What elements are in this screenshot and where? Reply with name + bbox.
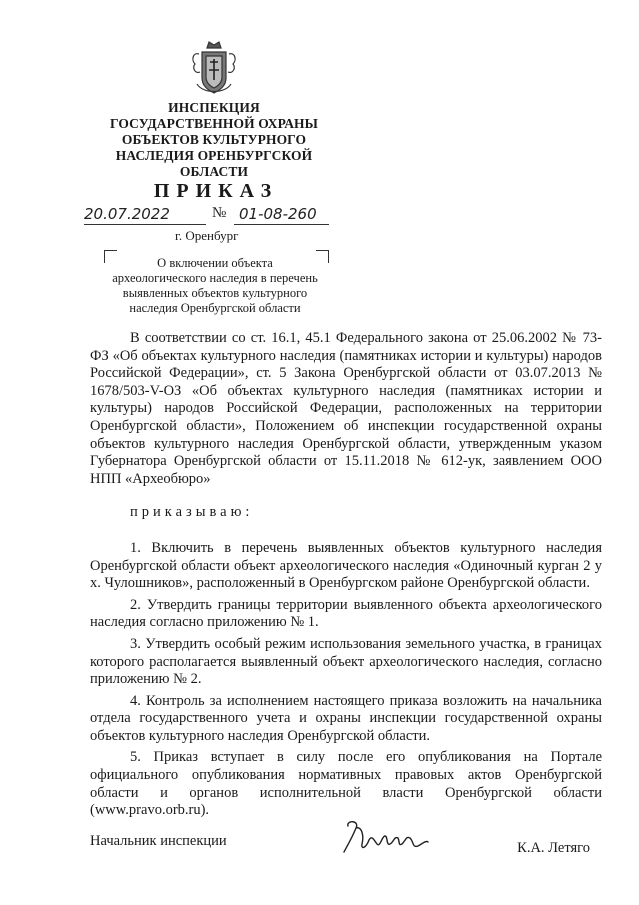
subject-line: археологического наследия в перечень [112, 271, 318, 285]
signatory-position: Начальник инспекции [90, 833, 227, 849]
order-item: 2. Утвердить границы территории выявленного объекта археологического наследия согласно приложению № 1. [90, 596, 602, 631]
order-date: 20.07.2022 [84, 205, 170, 223]
number-underline [234, 224, 329, 225]
city: г. Оренбург [175, 228, 239, 243]
document-title: ПРИКАЗ [153, 180, 279, 202]
org-line: ГОСУДАРСТВЕННОЙ ОХРАНЫ [109, 116, 319, 131]
org-line: ОБЪЕКТОВ КУЛЬТУРНОГО [121, 132, 307, 147]
document-body [90, 330, 602, 824]
organization-name [100, 100, 328, 180]
handwritten-signature [342, 818, 432, 858]
number-sign: № [212, 205, 227, 221]
org-line: ИНСПЕКЦИЯ [168, 100, 260, 115]
org-line: ОБЛАСТИ [179, 164, 249, 179]
order-item: 5. Приказ вступает в силу после его опубликования на Портале официального опубликования нормативных правовых актов Оренбургской области и органов исполнительной власти Оренбургской области (www.pravo.orb.ru). [90, 749, 602, 819]
order-date-number [84, 205, 344, 227]
preamble: В соответствии со ст. 16.1, 45.1 Федерального закона от 25.06.2002 № 73-ФЗ «Об объектах культурного наследия (памятниках истории и культуры) народов Российской Федерации», ст. 5 Закона Оренбургской области от 03.07.2013 № 1678/503-V-ОЗ «Об объектах культурного наследия (памятниках истории и культуры) народов Российской Федерации, расположенных на территории Оренбургской области», Положением об инспекции государственной охраны объектов культурного наследия Оренбургской области, утвержденным указом Губернатора Оренбургской области от 15.11.2018 № 612-ук, заявлением ООО НПП «Археобюро» [90, 330, 602, 487]
subject-line: выявленных объектов культурного [122, 286, 308, 300]
subject-line: наследия Оренбургской области [129, 301, 301, 315]
subject-line: О включении объекта [157, 256, 273, 270]
org-line: НАСЛЕДИЯ ОРЕНБУРГСКОЙ [115, 148, 313, 163]
order-word: приказываю: [130, 504, 254, 521]
signatory-name: К.А. Летяго [517, 840, 590, 856]
signature-block [90, 830, 602, 870]
order-item: 3. Утвердить особый режим использования земельного участка, в границах которого располагается выявленный объект археологического наследия, согласно приложению № 2. [90, 635, 602, 688]
coat-of-arms-icon [189, 40, 239, 98]
order-item: 4. Контроль за исполнением настоящего приказа возложить на начальника отдела государственного учета и охраны инспекции государственной охраны объектов культурного наследия Оренбургской области. [90, 692, 602, 744]
date-underline [84, 224, 206, 225]
order-item: 1. Включить в перечень выявленных объектов культурного наследия Оренбургской области объект археологического наследия «Одиночный курган 2 у х. Чулошников», расположенный в Оренбургском районе Оренбургской области. [90, 539, 602, 592]
order-number: 01-08-260 [239, 205, 317, 223]
subject-heading [96, 256, 334, 316]
